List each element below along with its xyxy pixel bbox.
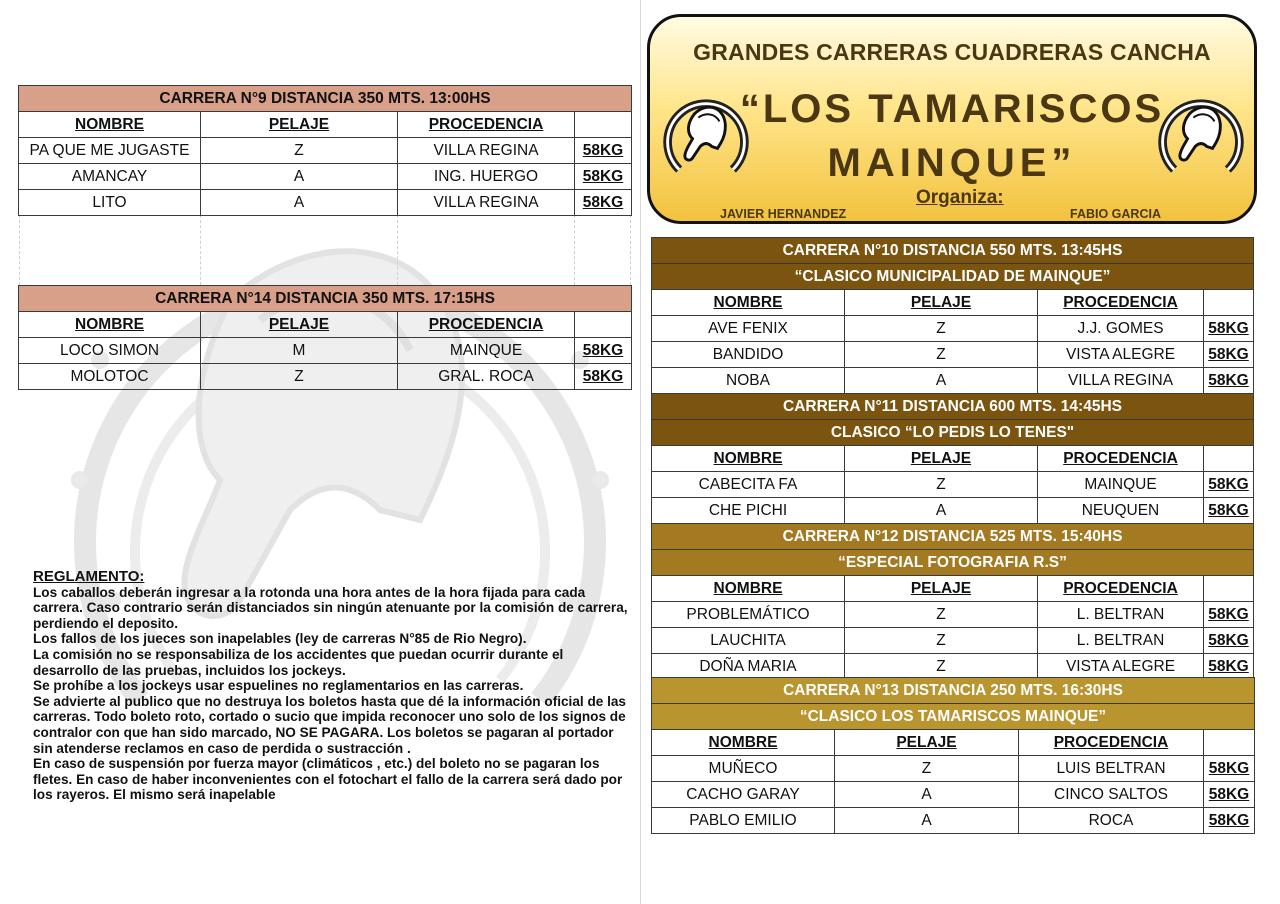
col-kg: [1204, 290, 1254, 316]
horse-origin: LUIS BELTRAN: [1019, 756, 1204, 782]
horse-horseshoe-icon: [1153, 85, 1249, 181]
table-row: [652, 368, 1254, 394]
table-row: [652, 316, 1254, 342]
page-fold: [640, 0, 641, 904]
horse-weight: 58KG: [1204, 602, 1254, 628]
col-kg: [1204, 446, 1254, 472]
horse-name: PA QUE ME JUGASTE: [19, 138, 201, 164]
horse-origin: VILLA REGINA: [1038, 368, 1204, 394]
banner-town: MAINQUE”: [827, 141, 1077, 185]
horse-weight: 58KG: [1204, 316, 1254, 342]
race-title: CARRERA N°12 DISTANCIA 525 MTS. 15:40HS: [652, 524, 1254, 550]
horse-coat: Z: [845, 628, 1038, 654]
banner-title: GRANDES CARRERAS CUADRERAS CANCHA: [693, 39, 1211, 65]
horse-name: BANDIDO: [652, 342, 845, 368]
horse-coat: M: [201, 338, 398, 364]
col-kg: [575, 112, 632, 138]
horse-coat: Z: [845, 316, 1038, 342]
table-row: [652, 602, 1254, 628]
horse-coat: Z: [845, 342, 1038, 368]
col-nombre: NOMBRE: [652, 446, 845, 472]
race-title: CARRERA N°9 DISTANCIA 350 MTS. 13:00HS: [19, 86, 632, 112]
grid-line: [574, 215, 575, 285]
horse-name: LAUCHITA: [652, 628, 845, 654]
grid-line: [397, 215, 398, 285]
horse-name: CACHO GARAY: [652, 782, 835, 808]
horse-name: AMANCAY: [19, 164, 201, 190]
horse-name: MUÑECO: [652, 756, 835, 782]
col-procedencia: PROCEDENCIA: [1038, 446, 1204, 472]
horse-weight: 58KG: [575, 338, 632, 364]
horse-origin: VILLA REGINA: [398, 190, 575, 216]
horse-origin: L. BELTRAN: [1038, 628, 1204, 654]
col-pelaje: PELAJE: [845, 576, 1038, 602]
col-procedencia: PROCEDENCIA: [398, 312, 575, 338]
table-row: [652, 808, 1255, 834]
horse-origin: J.J. GOMES: [1038, 316, 1204, 342]
race-title: CARRERA N°13 DISTANCIA 250 MTS. 16:30HS: [652, 678, 1255, 704]
horse-weight: 58KG: [575, 164, 632, 190]
horse-origin: VISTA ALEGRE: [1038, 342, 1204, 368]
col-procedencia: PROCEDENCIA: [1038, 576, 1204, 602]
col-procedencia: PROCEDENCIA: [398, 112, 575, 138]
horse-origin: MAINQUE: [1038, 472, 1204, 498]
banner-venue: “LOS TAMARISCOS: [739, 87, 1165, 131]
horse-origin: VILLA REGINA: [398, 138, 575, 164]
horse-origin: ING. HUERGO: [398, 164, 575, 190]
horse-weight: 58KG: [575, 364, 632, 390]
col-procedencia: PROCEDENCIA: [1019, 730, 1204, 756]
horse-origin: MAINQUE: [398, 338, 575, 364]
race-title: CARRERA N°14 DISTANCIA 350 MTS. 17:15HS: [19, 286, 632, 312]
horse-origin: VISTA ALEGRE: [1038, 654, 1204, 680]
table-row: [652, 342, 1254, 368]
table-row: [652, 472, 1254, 498]
horse-name: LITO: [19, 190, 201, 216]
horse-coat: A: [845, 368, 1038, 394]
table-row: [652, 756, 1255, 782]
horse-coat: Z: [835, 756, 1019, 782]
horse-coat: A: [845, 498, 1038, 524]
horse-weight: 58KG: [1204, 782, 1255, 808]
col-nombre: NOMBRE: [19, 312, 201, 338]
grid-line: [19, 215, 20, 285]
col-pelaje: PELAJE: [845, 290, 1038, 316]
col-nombre: NOMBRE: [652, 290, 845, 316]
col-kg: [1204, 576, 1254, 602]
reglamento-paragraph: Los fallos de los jueces son inapelables (ley de carreras N°85 de Rio Negro).: [33, 631, 527, 647]
event-banner: [647, 14, 1257, 224]
col-nombre: NOMBRE: [19, 112, 201, 138]
horse-coat: Z: [845, 654, 1038, 680]
horse-origin: NEUQUEN: [1038, 498, 1204, 524]
horse-name: CABECITA FA: [652, 472, 845, 498]
horse-name: AVE FENIX: [652, 316, 845, 342]
horse-coat: A: [201, 164, 398, 190]
col-kg: [575, 312, 632, 338]
race-table-9: [18, 85, 632, 216]
organizer-name: JAVIER HERNANDEZ: [720, 207, 847, 221]
horse-weight: 58KG: [1204, 654, 1254, 680]
horse-name: DOÑA MARIA: [652, 654, 845, 680]
grid-line: [200, 215, 201, 285]
table-row: [19, 190, 632, 216]
horse-coat: Z: [845, 472, 1038, 498]
col-pelaje: PELAJE: [835, 730, 1019, 756]
race-subtitle: CLASICO “LO PEDIS LO TENES": [652, 420, 1254, 446]
table-row: [652, 628, 1254, 654]
horse-weight: 58KG: [1204, 368, 1254, 394]
grid-line: [630, 215, 631, 285]
horse-coat: Z: [201, 364, 398, 390]
table-row: [19, 364, 632, 390]
table-row: [19, 138, 632, 164]
horse-origin: ROCA: [1019, 808, 1204, 834]
table-row: [652, 782, 1255, 808]
race-table-13: [651, 677, 1255, 834]
col-kg: [1204, 730, 1255, 756]
horse-name: PABLO EMILIO: [652, 808, 835, 834]
horse-name: MOLOTOC: [19, 364, 201, 390]
table-row: [652, 498, 1254, 524]
horse-weight: 58KG: [1204, 628, 1254, 654]
horse-name: LOCO SIMON: [19, 338, 201, 364]
horse-weight: 58KG: [1204, 756, 1255, 782]
reglamento-paragraph: Los caballos deberán ingresar a la rotonda una hora antes de la hora fijada para cada carrera. Caso contrario serán distanciados sin ningún atenuante por la comisión de carrera, perdiendo el deposito.: [33, 584, 628, 631]
horse-name: CHE PICHI: [652, 498, 845, 524]
reglamento: [33, 569, 628, 803]
horse-weight: 58KG: [575, 138, 632, 164]
col-pelaje: PELAJE: [845, 446, 1038, 472]
horse-origin: CINCO SALTOS: [1019, 782, 1204, 808]
reglamento-paragraph: En caso de suspensión por fuerza mayor (climáticos , etc.) del boleto no se pagaran los fletes. En caso de haber inconvenientes con el fotochart el fallo de la carrera será dado por los rayeros. El mismo será inapelable: [33, 756, 623, 803]
horse-name: PROBLEMÁTICO: [652, 602, 845, 628]
race-table-10-11-12: [651, 237, 1254, 680]
col-pelaje: PELAJE: [201, 312, 398, 338]
race-subtitle: “ESPECIAL FOTOGRAFIA R.S”: [652, 550, 1254, 576]
horse-coat: A: [835, 808, 1019, 834]
horse-weight: 58KG: [1204, 498, 1254, 524]
race-title: CARRERA N°11 DISTANCIA 600 MTS. 14:45HS: [652, 394, 1254, 420]
reglamento-paragraph: La comisión no se responsabiliza de los accidentes que puedan ocurrir durante el desarrollo de las pruebas, incluidos los jockeys.: [33, 646, 564, 678]
horse-origin: L. BELTRAN: [1038, 602, 1204, 628]
col-pelaje: PELAJE: [201, 112, 398, 138]
reglamento-paragraph: Se advierte al publico que no destruya los boletos hasta que dé la información oficial de las carreras. Todo boleto roto, cortado o sucio que impida reconocer uno solo de los signos de contralor con que han sido marcado, NO SE PAGARA. Los boletos se pagaran al portador sin atenderse reclamos en caso de perdida o sustracción .: [33, 693, 626, 756]
horse-name: NOBA: [652, 368, 845, 394]
col-nombre: NOMBRE: [652, 576, 845, 602]
reglamento-paragraph: Se prohíbe a los jockeys usar espuelines no reglamentarios en las carreras.: [33, 678, 524, 694]
horse-coat: A: [835, 782, 1019, 808]
organizer-name: FABIO GARCIA: [1070, 207, 1161, 221]
horse-weight: 58KG: [575, 190, 632, 216]
horse-weight: 58KG: [1204, 472, 1254, 498]
horse-coat: Z: [201, 138, 398, 164]
table-row: [19, 338, 632, 364]
horse-coat: A: [201, 190, 398, 216]
race-subtitle: “CLASICO LOS TAMARISCOS MAINQUE”: [652, 704, 1255, 730]
horse-horseshoe-icon: [658, 85, 754, 181]
col-nombre: NOMBRE: [652, 730, 835, 756]
horse-coat: Z: [845, 602, 1038, 628]
race-title: CARRERA N°10 DISTANCIA 550 MTS. 13:45HS: [652, 238, 1254, 264]
race-table-14: [18, 285, 632, 390]
race-subtitle: “CLASICO MUNICIPALIDAD DE MAINQUE”: [652, 264, 1254, 290]
horse-weight: 58KG: [1204, 808, 1255, 834]
col-procedencia: PROCEDENCIA: [1038, 290, 1204, 316]
horse-origin: GRAL. ROCA: [398, 364, 575, 390]
horse-weight: 58KG: [1204, 342, 1254, 368]
table-row: [652, 654, 1254, 680]
table-row: [19, 164, 632, 190]
organiza-label: Organiza:: [916, 187, 1004, 208]
reglamento-title: REGLAMENTO:: [33, 568, 145, 585]
